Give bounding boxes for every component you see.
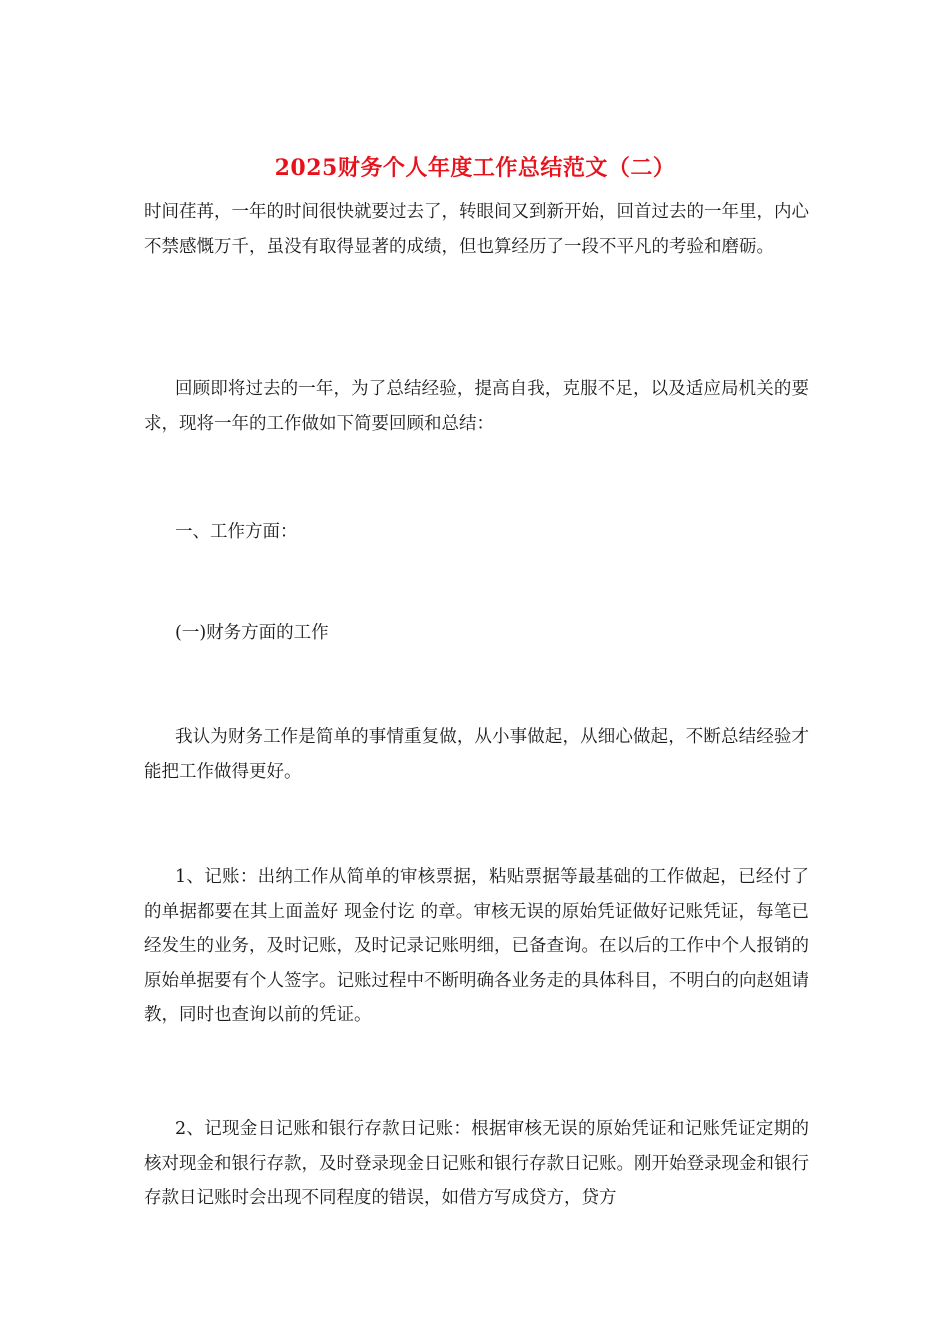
paragraph-cash-journal: 2、记现金日记账和银行存款日记账：根据审核无误的原始凭证和记账凭证定期的核对现金和银行存款，及时登录现金日记账和银行存款日记账。刚开始登录现金和银行存款日记账时会出现不同程度的错误，如借方写成贷方，贷方	[144, 1119, 809, 1208]
paragraph-bookkeeping: 1、记账：出纳工作从简单的审核票据，粘贴票据等最基础的工作做起，已经付了的单据都要在其上面盖好 现金付讫 的章。审核无误的原始凭证做好记账凭证，每笔已经发生的业务，及时记账，及时记录记账明细，已备查询。在以后的工作中个人报销的原始单据要有个人签字。记账过程中不断明确各业务走的具体科目，不明白的向赵姐请教，同时也查询以前的凭证。	[144, 867, 809, 1025]
subsection-heading-finance: (一)财务方面的工作	[175, 623, 329, 643]
section-heading-work: 一、工作方面：	[175, 522, 298, 542]
paragraph-review: 回顾即将过去的一年，为了总结经验，提高自我，克服不足，以及适应局机关的要求，现将一年的工作做如下简要回顾和总结：	[144, 379, 809, 434]
document-title: 2025财务个人年度工作总结范文（二）	[274, 155, 676, 181]
paragraph-intro: 时间荏苒，一年的时间很快就要过去了，转眼间又到新开始，回首过去的一年里，内心不禁感慨万千，虽没有取得显著的成绩，但也算经历了一段不平凡的考验和磨砺。	[144, 202, 809, 257]
paragraph-finance-view: 我认为财务工作是简单的事情重复做，从小事做起，从细心做起，不断总结经验才能把工作做得更好。	[144, 727, 809, 782]
